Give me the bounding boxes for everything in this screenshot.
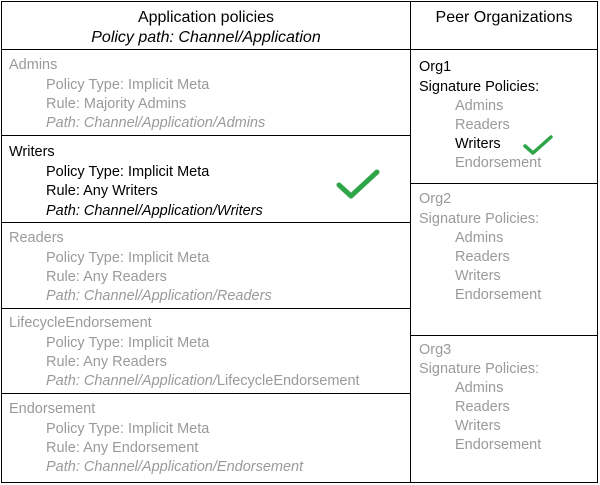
policy-name: LifecycleEndorsement	[9, 315, 152, 331]
policy-path	[46, 372, 360, 391]
application-policies-title: Application policies	[137, 9, 275, 26]
application-policies-header	[2, 2, 410, 50]
peer-organizations-title: Peer Organizations	[435, 9, 573, 26]
policy-cell-endorsement	[2, 394, 410, 483]
org-policy-item: Endorsement	[455, 155, 542, 171]
policy-cell-writers	[2, 136, 410, 223]
checkmark-icon	[336, 169, 380, 199]
policy-name: Readers	[9, 230, 64, 246]
signature-policies-label: Signature Policies:	[419, 211, 540, 227]
org-policy-item: Readers	[455, 117, 510, 133]
policy-cell-admins	[2, 50, 410, 136]
org-policy-item: Endorsement	[455, 287, 542, 303]
policy-path: Path: Channel/Application/Readers	[46, 288, 272, 304]
org-policy-item: Readers	[455, 399, 510, 415]
policy-type: Policy Type: Implicit Meta	[46, 77, 210, 93]
policy-type: Policy Type: Implicit Meta	[46, 250, 210, 266]
checkmark-icon	[522, 134, 554, 156]
policy-name: Admins	[9, 57, 58, 73]
policy-rule: Rule: Any Readers	[46, 269, 167, 285]
org-name: Org3	[419, 342, 452, 358]
policy-path-prefix: Path: Channel/Application/	[46, 373, 217, 389]
org-policy-item: Readers	[455, 249, 510, 265]
policy-cell-lifecycle-endorsement	[2, 309, 410, 394]
policy-type: Policy Type: Implicit Meta	[46, 335, 210, 351]
org-policy-item: Endorsement	[455, 437, 542, 453]
signature-policies-label: Signature Policies:	[419, 79, 540, 95]
policy-rule: Rule: Any Readers	[46, 354, 167, 370]
org-policy-item: Writers	[455, 268, 501, 284]
policies-table	[1, 1, 598, 483]
org-cell-org2	[411, 184, 597, 336]
org-policy-item: Admins	[455, 380, 504, 396]
org-policy-item: Admins	[455, 98, 504, 114]
org-name: Org2	[419, 191, 452, 207]
org-policy-item: Admins	[455, 230, 504, 246]
policy-rule: Rule: Any Endorsement	[46, 440, 199, 456]
org-policy-item: Writers	[455, 136, 501, 152]
policy-name: Endorsement	[9, 401, 96, 417]
policy-path-subtitle: Policy path: Channel/Application	[91, 29, 321, 46]
policy-name: Writers	[9, 144, 55, 160]
policy-path: Path: Channel/Application/Endorsement	[46, 459, 304, 475]
policy-type: Policy Type: Implicit Meta	[46, 421, 210, 437]
org-cell-org1	[411, 50, 597, 184]
org-name: Org1	[419, 59, 452, 75]
policy-type: Policy Type: Implicit Meta	[46, 164, 210, 180]
policy-cell-readers	[2, 223, 410, 309]
policy-rule: Rule: Any Writers	[46, 183, 158, 199]
policy-path: Path: Channel/Application/Writers	[46, 203, 263, 219]
org-policy-item: Writers	[455, 418, 501, 434]
signature-policies-label: Signature Policies:	[419, 361, 540, 377]
org-cell-org3	[411, 336, 597, 483]
policy-path-tail: LifecycleEndorsement	[216, 373, 360, 389]
policy-rule: Rule: Majority Admins	[46, 96, 187, 112]
peer-organizations-header	[411, 2, 597, 50]
policy-path: Path: Channel/Application/Admins	[46, 115, 266, 131]
